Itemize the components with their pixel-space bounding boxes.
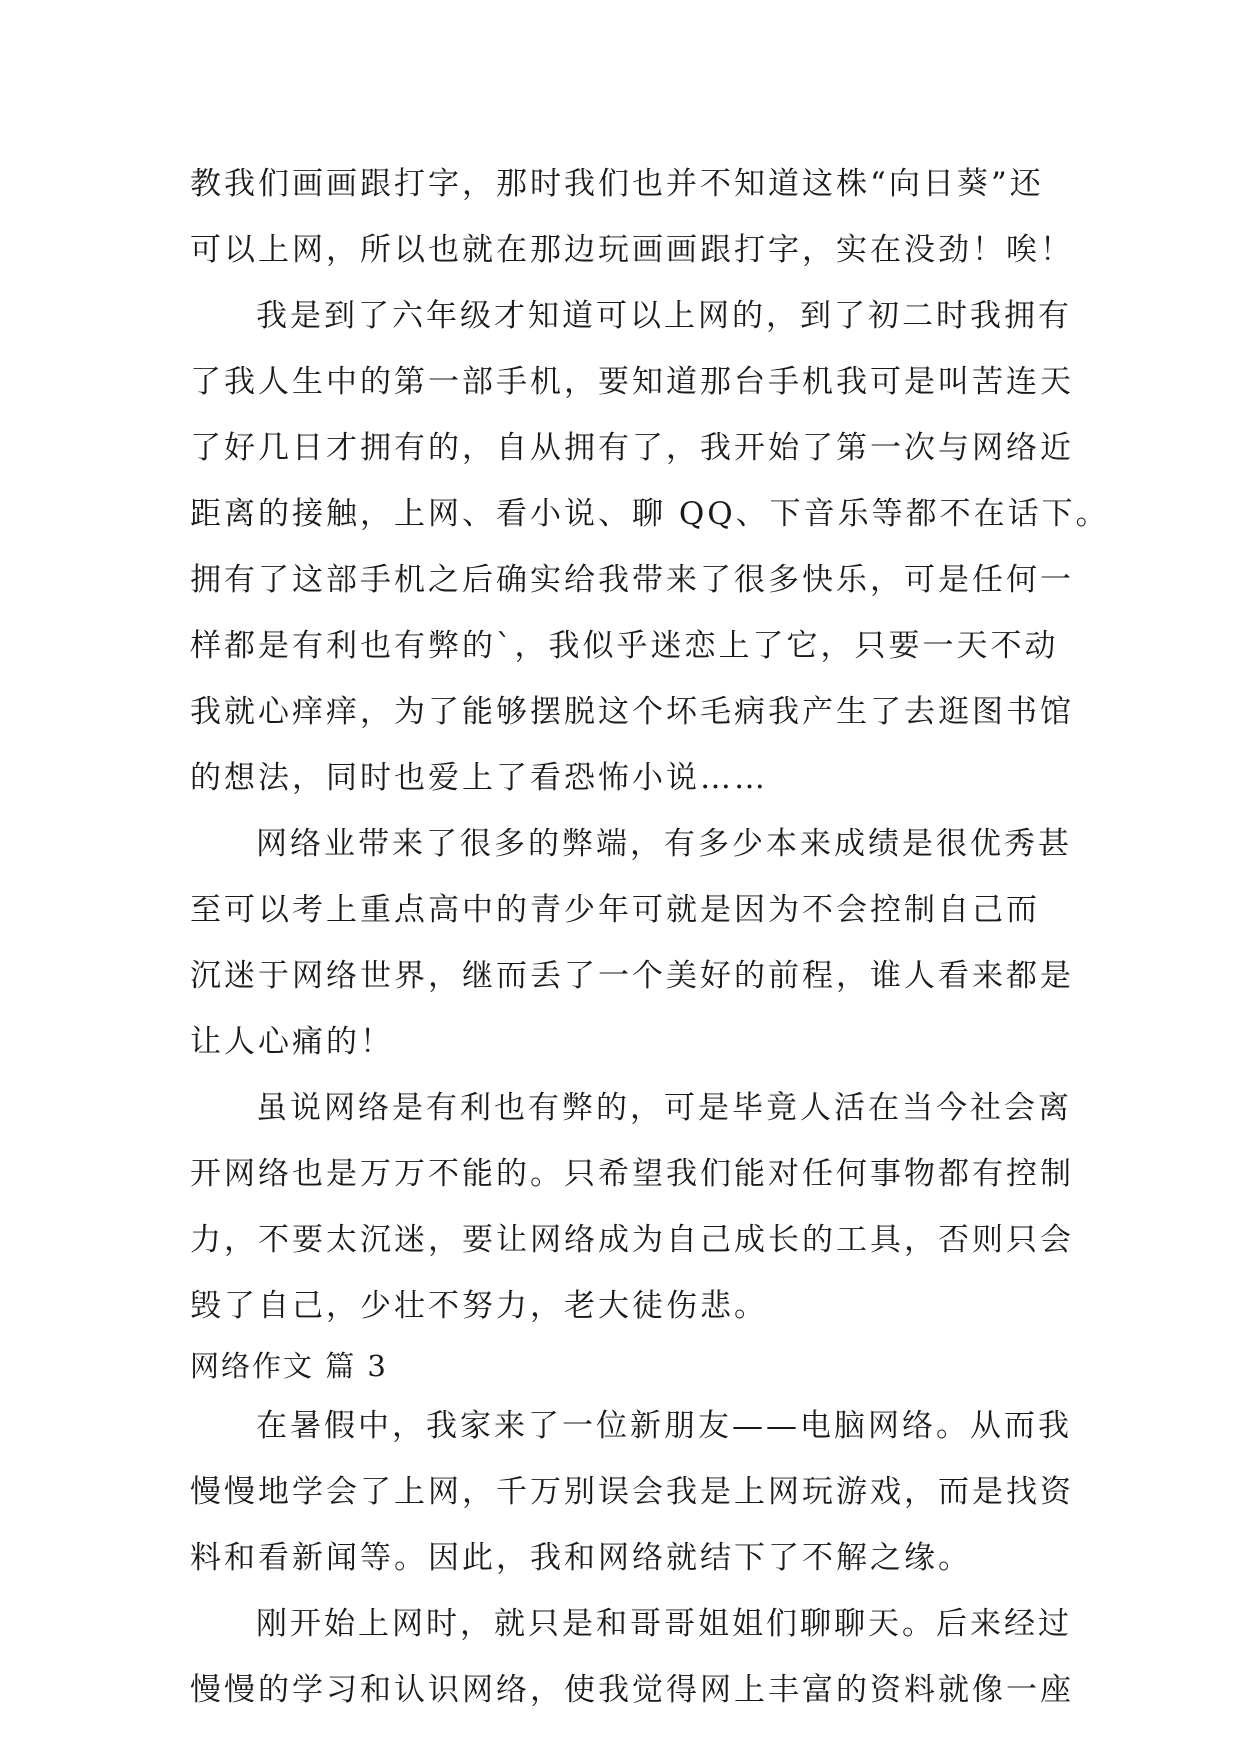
text-line: 让人心痛的！ bbox=[190, 1024, 394, 1060]
text-line: 了我人生中的第一部手机，要知道那台手机我可是叫苦连天 bbox=[190, 364, 1074, 400]
section-heading: 网络作文 篇 3 bbox=[190, 1349, 388, 1383]
text-line: 的想法，同时也爱上了看恐怖小说…… bbox=[190, 760, 768, 796]
text-line: 至可以考上重点高中的青少年可就是因为不会控制自己而 bbox=[190, 892, 1040, 928]
text-line: 毁了自己，少壮不努力，老大徒伤悲。 bbox=[190, 1288, 768, 1324]
paragraph-start: 在暑假中，我家来了一位新朋友——电脑网络。从而我 bbox=[256, 1408, 1072, 1444]
text-line: 我就心痒痒，为了能够摆脱这个坏毛病我产生了去逛图书馆 bbox=[190, 694, 1074, 730]
text-line: 可以上网，所以也就在那边玩画画跟打字，实在没劲！唉！ bbox=[190, 232, 1074, 268]
text-line: 料和看新闻等。因此，我和网络就结下了不解之缘。 bbox=[190, 1540, 972, 1576]
text-line: 慢慢地学会了上网，千万别误会我是上网玩游戏，而是找资 bbox=[190, 1474, 1074, 1510]
paragraph-start: 网络业带来了很多的弊端，有多少本来成绩是很优秀甚 bbox=[256, 826, 1072, 862]
document-page bbox=[190, 151, 1110, 1723]
text-line: 沉迷于网络世界，继而丢了一个美好的前程，谁人看来都是 bbox=[190, 958, 1074, 994]
text-line: 力，不要太沉迷，要让网络成为自己成长的工具，否则只会 bbox=[190, 1222, 1074, 1258]
paragraph-start: 我是到了六年级才知道可以上网的，到了初二时我拥有 bbox=[256, 298, 1072, 334]
text-line: 慢慢的学习和认识网络，使我觉得网上丰富的资料就像一座 bbox=[190, 1672, 1074, 1708]
text-line: 教我们画画跟打字，那时我们也并不知道这株“向日葵”还 bbox=[190, 166, 1044, 202]
text-line: 了好几日才拥有的，自从拥有了，我开始了第一次与网络近 bbox=[190, 430, 1074, 466]
text-line: 拥有了这部手机之后确实给我带来了很多快乐，可是任何一 bbox=[190, 562, 1074, 598]
text-line: 开网络也是万万不能的。只希望我们能对任何事物都有控制 bbox=[190, 1156, 1074, 1192]
paragraph-start: 虽说网络是有利也有弊的，可是毕竟人活在当今社会离 bbox=[256, 1090, 1072, 1126]
text-line: 距离的接触，上网、看小说、聊 QQ、下音乐等都不在话下。 bbox=[190, 496, 1110, 532]
paragraph-start: 刚开始上网时，就只是和哥哥姐姐们聊聊天。后来经过 bbox=[256, 1606, 1072, 1642]
text-line: 样都是有利也有弊的`，我似乎迷恋上了它，只要一天不动 bbox=[190, 628, 1059, 664]
